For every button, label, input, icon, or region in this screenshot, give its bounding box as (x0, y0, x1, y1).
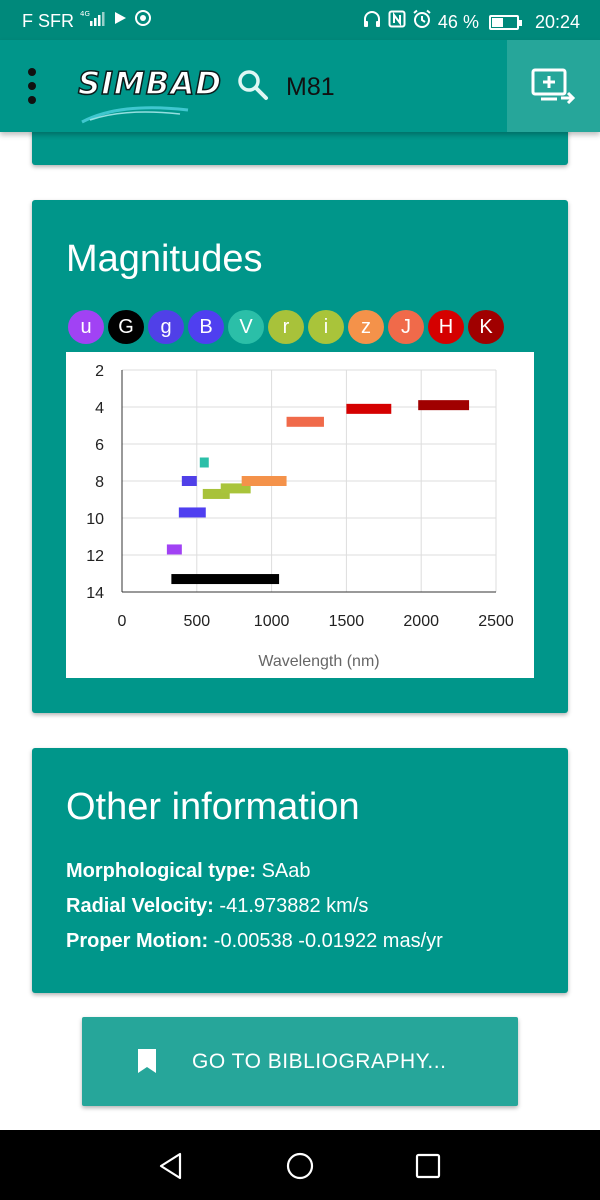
band-chip-g[interactable]: g (148, 310, 184, 344)
magnitude-bar-g (182, 476, 197, 486)
magnitude-bar-z (242, 476, 287, 486)
rv-value: -41.973882 km/s (219, 895, 369, 917)
x-tick-label: 1500 (328, 613, 365, 630)
magnitude-bar-B (179, 507, 206, 517)
x-axis-label: Wavelength (nm) (258, 653, 380, 670)
search-icon[interactable] (236, 68, 270, 107)
x-tick-label: 2000 (403, 613, 439, 630)
battery-percent: 46 % (437, 11, 479, 32)
back-icon[interactable] (156, 1150, 188, 1182)
magnitudes-title: Magnitudes (66, 238, 263, 280)
magnitudes-chart-svg (66, 352, 534, 678)
band-chip-r[interactable]: r (268, 310, 304, 344)
navigation-bar (0, 1130, 600, 1200)
app-notification-icon (134, 9, 152, 33)
pm-label: Proper Motion: (66, 930, 209, 952)
recents-icon[interactable] (412, 1150, 444, 1182)
band-chip-V[interactable]: V (228, 310, 264, 344)
nfc-icon (388, 10, 406, 34)
magnitude-bar-u (167, 544, 182, 554)
band-chip-G[interactable]: G (108, 310, 144, 344)
play-icon (112, 10, 128, 32)
network-type: 4G (80, 10, 90, 18)
y-tick-label: 6 (95, 437, 104, 454)
band-chip-B[interactable]: B (188, 310, 224, 344)
bibliography-label: GO TO BIBLIOGRAPHY... (192, 1050, 447, 1073)
y-tick-label: 14 (86, 585, 104, 602)
rv-label: Radial Velocity: (66, 895, 214, 917)
x-tick-label: 2500 (478, 613, 514, 630)
magnitude-bar-K (418, 400, 469, 410)
y-tick-label: 2 (95, 363, 104, 380)
radial-velocity (66, 895, 368, 918)
x-tick-label: 0 (117, 613, 127, 630)
app-bar (0, 40, 600, 132)
band-chip-u[interactable]: u (68, 310, 104, 344)
home-icon[interactable] (284, 1150, 316, 1182)
morph-value: SAab (261, 860, 311, 882)
battery-icon (489, 15, 519, 30)
magnitude-bar-G (171, 574, 279, 584)
magnitude-bar-J (287, 417, 324, 427)
band-chip-z[interactable]: z (348, 310, 384, 344)
simbad-logo: SIMBAD (78, 66, 223, 102)
add-to-screen-button[interactable] (507, 40, 600, 132)
carrier-name: F SFR (22, 10, 74, 31)
x-tick-label: 500 (183, 613, 211, 630)
morph-label: Morphological type: (66, 860, 256, 882)
magnitude-bar-H (346, 404, 391, 414)
band-chip-J[interactable]: J (388, 310, 424, 344)
y-tick-label: 12 (86, 548, 104, 565)
bookmark-icon (136, 1047, 158, 1075)
magnitudes-card (32, 200, 568, 713)
headphones-icon (362, 10, 382, 34)
band-chip-H[interactable]: H (428, 310, 464, 344)
search-query[interactable]: M81 (286, 73, 335, 101)
proper-motion (66, 930, 443, 953)
band-chip-K[interactable]: K (468, 310, 504, 344)
other-info-card (32, 748, 568, 993)
y-tick-label: 4 (95, 400, 104, 417)
y-tick-label: 8 (95, 474, 104, 491)
go-to-bibliography-button[interactable] (82, 1017, 518, 1106)
morphological-type (66, 860, 311, 883)
pm-value: -0.00538 -0.01922 mas/yr (213, 930, 443, 952)
band-chip-i[interactable]: i (308, 310, 344, 344)
magnitude-bar-V (200, 458, 209, 468)
magnitudes-chart (66, 352, 534, 678)
signal-icon (80, 9, 106, 33)
status-bar (0, 0, 600, 40)
alarm-icon (412, 9, 432, 35)
x-tick-label: 1000 (253, 613, 290, 630)
band-filter-list (68, 310, 504, 344)
y-tick-label: 10 (86, 511, 104, 528)
clock: 20:24 (534, 11, 580, 32)
other-info-title: Other information (66, 786, 360, 828)
menu-dots-icon[interactable] (22, 68, 42, 104)
add-to-screen-icon (531, 68, 577, 104)
logo-swoosh-icon (80, 100, 190, 124)
